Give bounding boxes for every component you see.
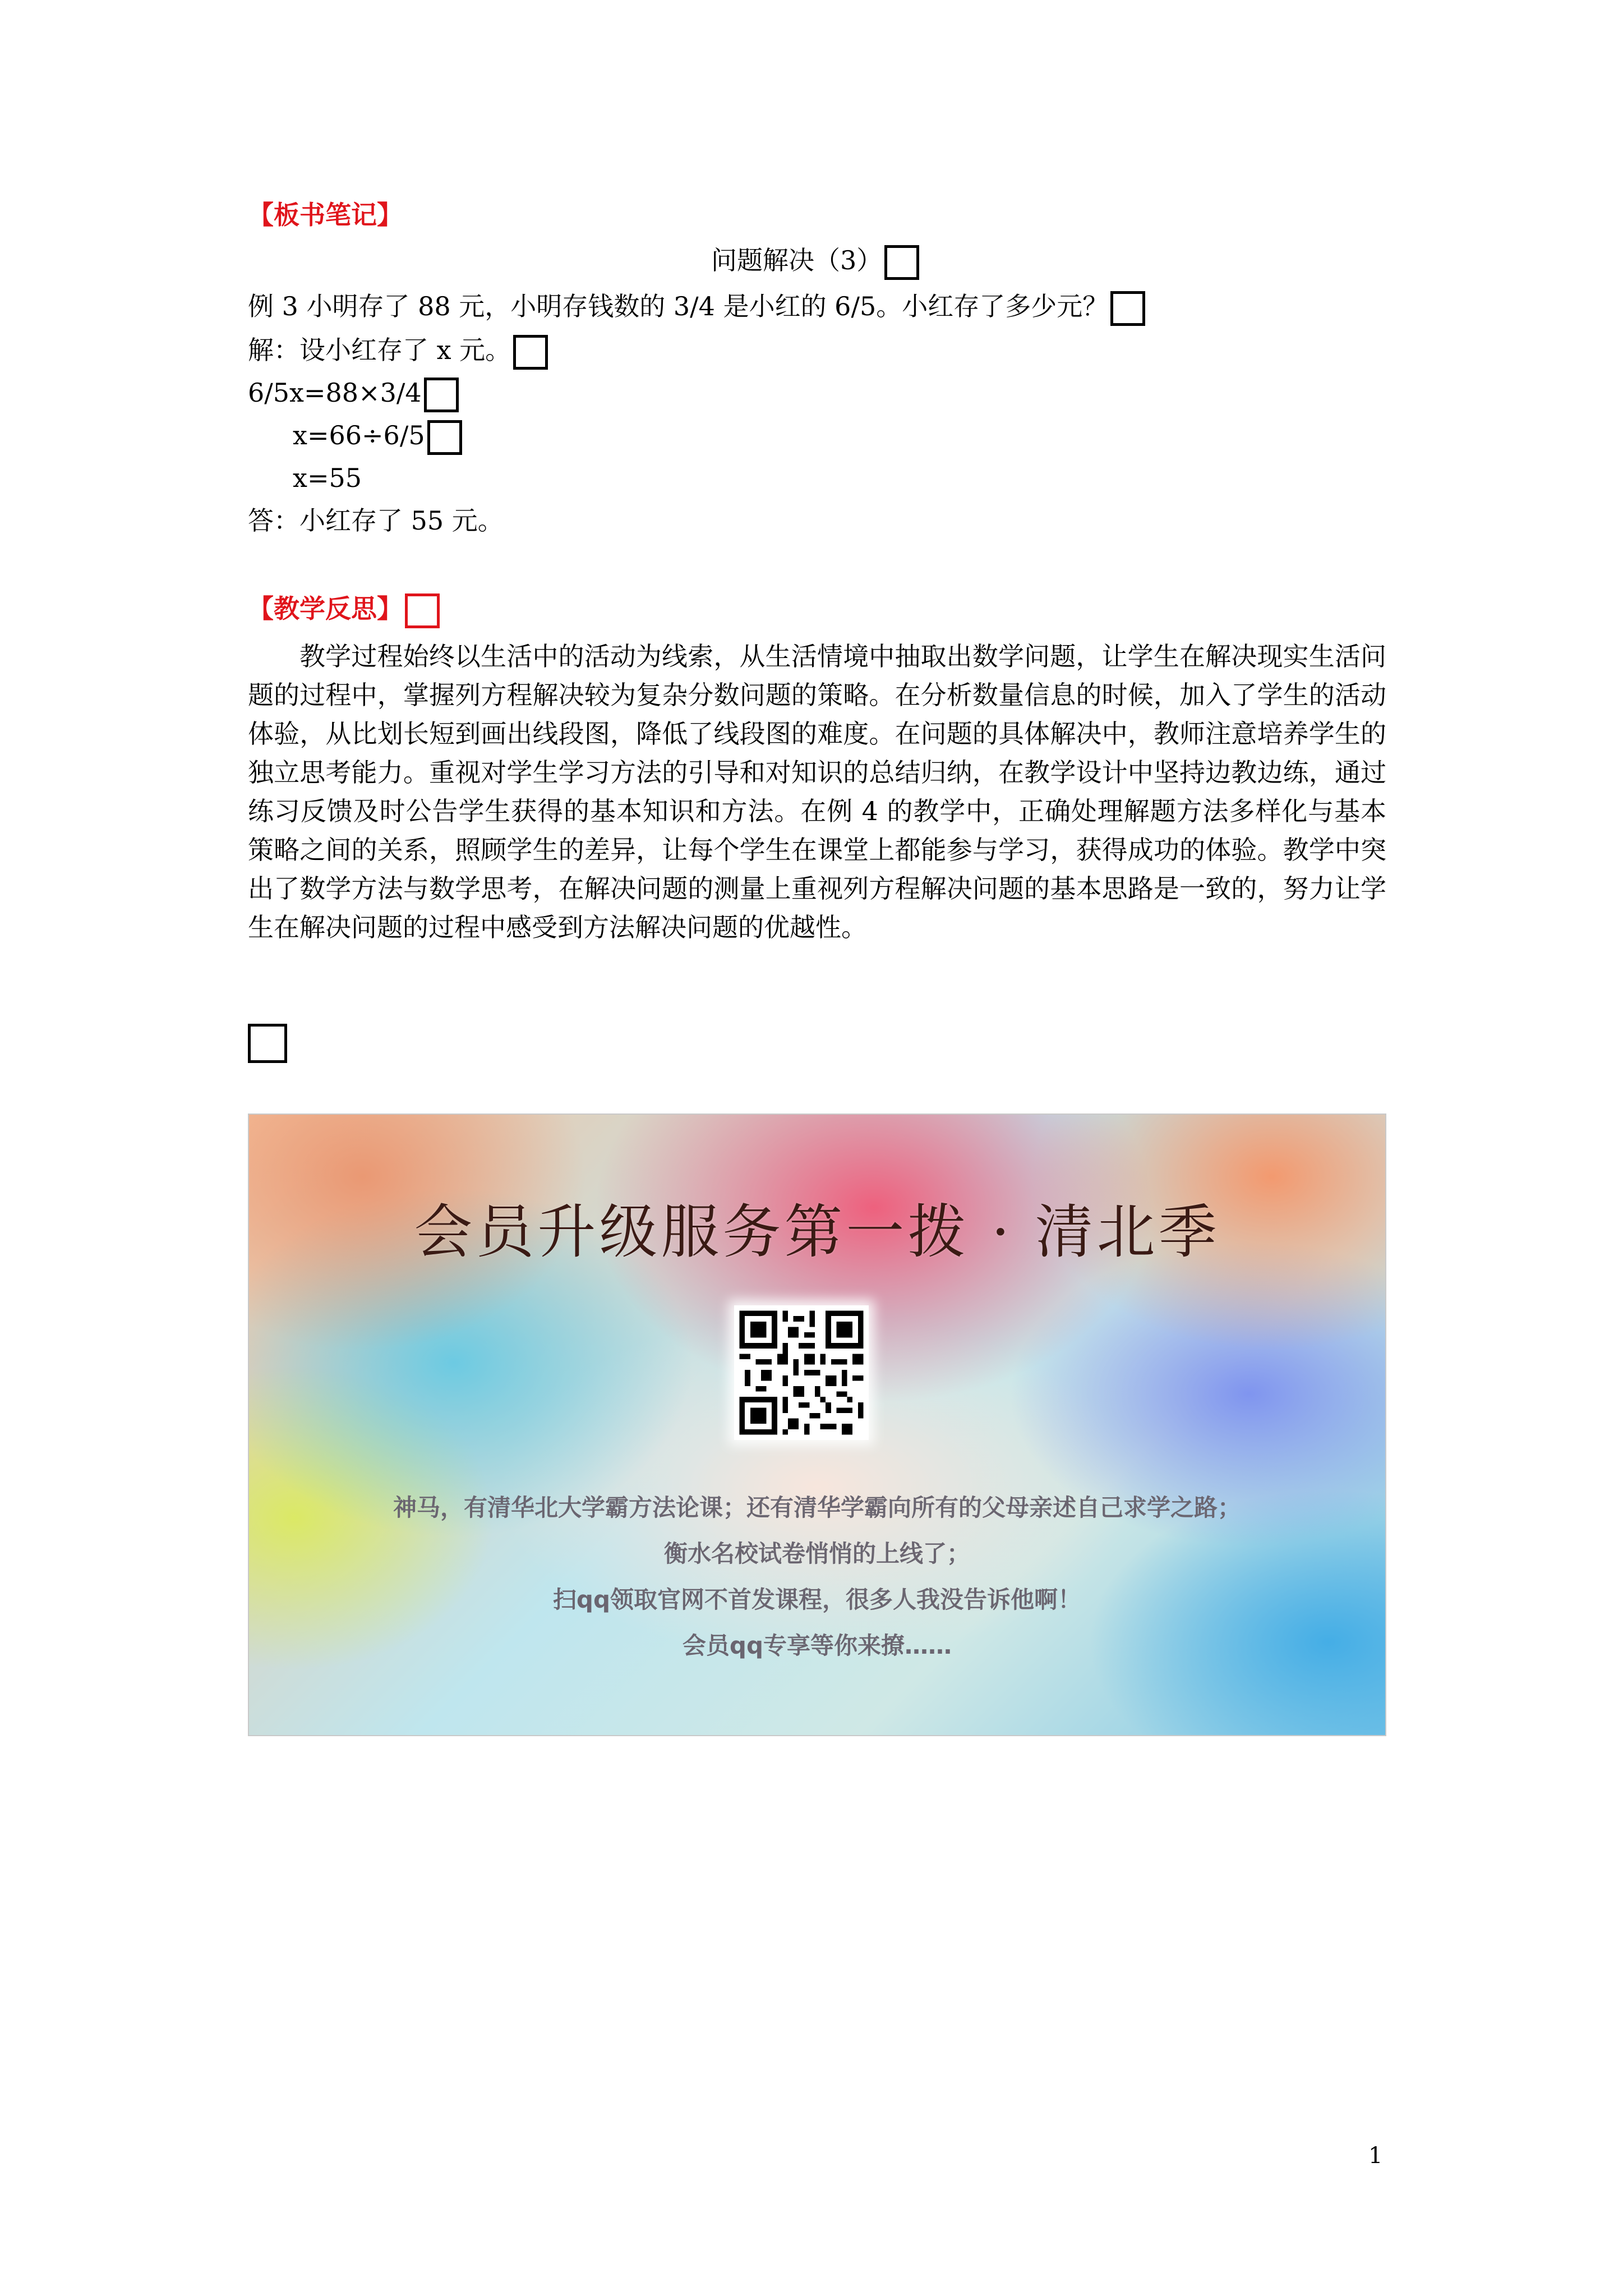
checkbox-icon [513,335,548,370]
checkbox-icon [248,1024,287,1063]
equation-2 [293,418,462,455]
equation-3: x=55 [293,463,362,493]
notes-title [711,243,919,280]
promo-banner[interactable] [248,1114,1386,1736]
page-number: 1 [1368,2143,1383,2169]
equation-2-text: x=66÷6/5 [293,420,425,450]
notes-title-text: 问题解决（3） [711,245,883,275]
qr-code-icon[interactable] [734,1305,869,1440]
answer: 答：小红存了 55 元。 [248,505,504,536]
banner-line-4: 会员qq专享等你来撩…… [682,1632,952,1659]
reflection-heading [248,592,440,628]
reflection-heading-text: 【教学反思】 [248,593,403,624]
checkbox-icon [424,378,459,412]
solution-intro [248,333,548,370]
banner-line-3: 扫qq领取官网不首发课程，很多人我没告诉他啊！ [552,1586,1082,1613]
notes-heading: 【板书笔记】 [248,200,403,230]
banner-line-1: 神马，有清华北大学霸方法论课；还有清华学霸向所有的父母亲述自己求学之路； [393,1494,1241,1521]
reflection-body: 教学过程始终以生活中的活动为线索，从生活情境中抽取出数学问题，让学生在解决现实生活问题的过程中，掌握列方程解决较为复杂分数问题的策略。在分析数量信息的时候，加入了学生的活动体验，从比划长短到画出线段图，降低了线段图的难度。在问题的具体解决中，教师注意培养学生的独立思考能力。重视对学生学习方法的引导和对知识的总结归纳，在教学设计中坚持边教边练，通过练习反馈及时公告学生获得的基本知识和方法。在例 4 的教学中，正确处理解题方法多样化与基本策略之间的关系，照顾学生的差异，让每个学生在课堂上都能参与学习，获得成功的体验。教学中突出了数学方法与数学思考，在解决问题的测量上重视列方程解决问题的基本思路是一致的，努力让学生在解决问题的过程中感受到方法解决问题的优越性。 [248,641,1386,942]
equation-1-text: 6/5x=88×3/4 [248,378,422,408]
banner-title: 会员升级服务第一拨 · 清北季 [414,1198,1220,1266]
equation-1 [248,376,459,412]
banner-text [249,1485,1385,1669]
example-problem [248,289,1145,326]
banner-line-2: 衡水名校试卷悄悄的上线了； [663,1540,970,1567]
checkbox-icon [1110,291,1145,326]
checkbox-icon [884,245,919,280]
solution-intro-text: 解：设小红存了 x 元。 [248,335,511,365]
example-text: 例 3 小明存了 88 元，小明存钱数的 3/4 是小红的 6/5。小红存了多少元？ [248,291,1109,321]
checkbox-icon [405,593,440,628]
checkbox-icon [427,420,462,455]
